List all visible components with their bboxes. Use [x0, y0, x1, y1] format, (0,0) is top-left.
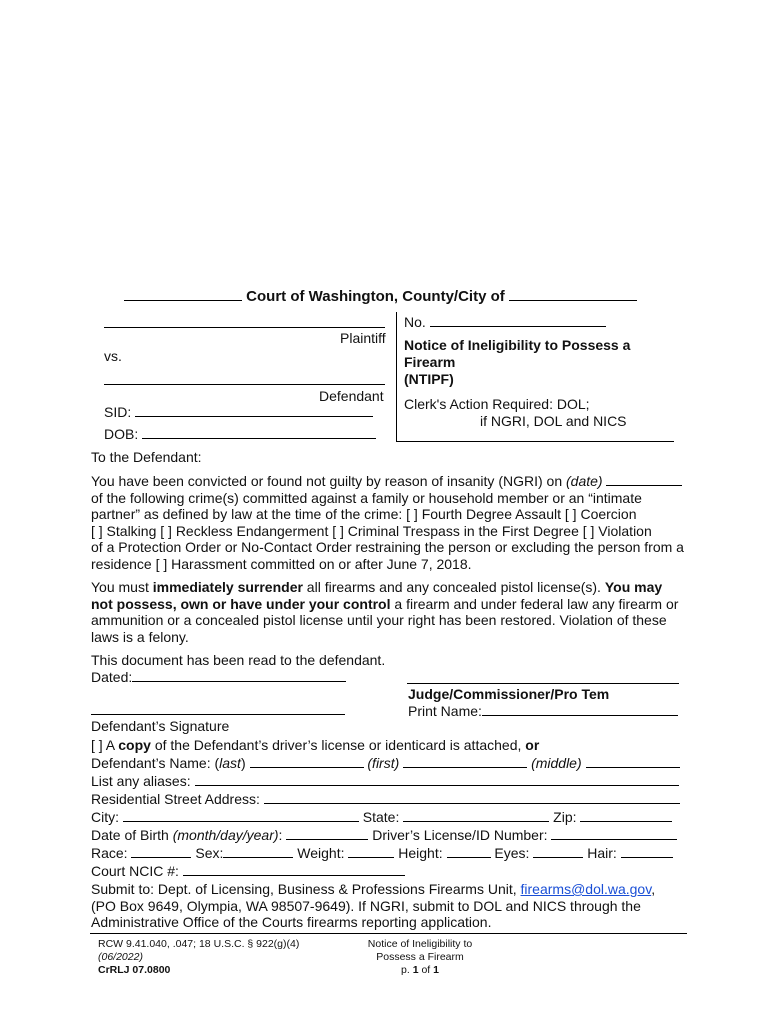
- court-blank-left[interactable]: [124, 300, 242, 301]
- submit-instructions: Submit to: Dept. of Licensing, Business & Professions Firearms Unit, firearms@dol.wa.gov, (PO Box 9649, Olympia, WA 98507-9649). If NGRI, submit to DOL and NICS through the Administrative Office of the Courts firearms reporting application.: [91, 881, 656, 931]
- plaintiff-line[interactable]: [104, 327, 385, 328]
- footer-date: (06/2022): [98, 951, 143, 963]
- aliases-line: List any aliases:: [91, 773, 691, 790]
- doc-title-line1: Notice of Ineligibility to Possess a: [404, 337, 631, 353]
- middle-name-input[interactable]: [586, 767, 680, 768]
- footer-rule: [90, 933, 687, 934]
- plaintiff-label: Plaintiff: [340, 330, 386, 346]
- caption-bottom-rule: [396, 441, 674, 442]
- clerk-line1: Clerk's Action Required: DOL;: [404, 396, 590, 412]
- case-number-input[interactable]: [430, 326, 606, 327]
- license-number-input[interactable]: [551, 839, 677, 840]
- read-statement: This document has been read to the defendant.: [91, 652, 386, 668]
- defendant-signature-line[interactable]: [91, 714, 345, 715]
- last-name-input[interactable]: [250, 767, 364, 768]
- aliases-input[interactable]: [195, 785, 679, 786]
- hair-input[interactable]: [621, 857, 673, 858]
- address-input[interactable]: [264, 803, 680, 804]
- footer-center: [330, 938, 510, 977]
- print-name-field: [408, 703, 678, 719]
- zip-input[interactable]: [580, 821, 672, 822]
- ncic-line: Court NCIC #:: [91, 863, 691, 880]
- sid-field: [104, 404, 373, 420]
- sex-input[interactable]: [223, 857, 293, 858]
- defendant-line[interactable]: [104, 384, 385, 385]
- to-defendant: To the Defendant:: [91, 449, 202, 465]
- court-title: Court of Washington, County/City of: [246, 288, 505, 305]
- clerk-action: [404, 396, 627, 430]
- first-name-input[interactable]: [403, 767, 527, 768]
- court-header: [124, 288, 637, 305]
- ncic-input[interactable]: [183, 875, 405, 876]
- court-blank-right[interactable]: [509, 300, 637, 301]
- document-title: [404, 337, 630, 388]
- dob-input[interactable]: [142, 438, 376, 439]
- city-input[interactable]: [123, 821, 359, 822]
- dated-input[interactable]: [132, 681, 346, 682]
- defendant-signature-label: Defendant’s Signature: [91, 718, 230, 734]
- defendant-name-line: Defendant’s Name: (last) (first) (middle): [91, 755, 691, 772]
- dob-label: DOB:: [104, 426, 139, 442]
- conviction-date-input[interactable]: [606, 485, 682, 486]
- eyes-input[interactable]: [533, 857, 583, 858]
- print-name-input[interactable]: [482, 715, 678, 716]
- paragraph-surrender: You must immediately surrender all firearms and any concealed pistol license(s). You may not possess, own or have under your control a firearm and under federal law any firearm or ammunition or a concealed pistol license until your right has been restored. Violation of these laws is a felony.: [91, 579, 679, 645]
- race-input[interactable]: [131, 857, 191, 858]
- dated-label: Dated:: [91, 669, 133, 685]
- footer-page: p. 1 of 1: [401, 964, 439, 976]
- vs-label: vs.: [104, 348, 122, 364]
- state-input[interactable]: [403, 821, 549, 822]
- judge-label: Judge/Commissioner/Pro Tem: [408, 686, 610, 702]
- sid-label: SID:: [104, 404, 132, 420]
- clerk-line2: if NGRI, DOL and NICS: [480, 413, 627, 429]
- footer-title-line1: Notice of Ineligibility to: [367, 938, 473, 950]
- address-line: Residential Street Address:: [91, 791, 691, 808]
- case-number-label: No.: [404, 314, 426, 330]
- weight-input[interactable]: [348, 857, 394, 858]
- birth-date-input[interactable]: [286, 839, 368, 840]
- caption-divider: [396, 312, 397, 442]
- case-number-field: [404, 314, 606, 330]
- date-hint: (date): [566, 473, 603, 489]
- doc-title-line2: Firearm: [404, 354, 456, 370]
- height-input[interactable]: [447, 857, 491, 858]
- defendant-label: Defendant: [319, 388, 384, 404]
- email-link[interactable]: firearms@dol.wa.gov: [520, 881, 652, 897]
- dated-field: [91, 669, 346, 685]
- sid-input[interactable]: [135, 416, 373, 417]
- footer-left: [98, 938, 299, 977]
- footer-form-number: CrRLJ 07.0800: [98, 964, 171, 976]
- doc-title-line3: (NTIPF): [404, 371, 454, 387]
- paragraph-conviction: You have been convicted or found not guilty by reason of insanity (NGRI) on (date) of the following crime(s) committed against a family or household member or an “intimate partner” as defined by law at the time of the crime: [ ] Fourth Degree Assault [ ] Coercion [ ] Stalking [ ] Reckless Endangerment [ ] Criminal Trespass in the First Degree [ ] Violation of a Protection Order or No-Contact Order restraining the person or excluding the person from a residence [ ] Harassment committed on or after June 7, 2018.: [91, 473, 684, 572]
- footer-title-line2: Possess a Firearm: [376, 951, 464, 963]
- print-name-label: Print Name:: [408, 703, 482, 719]
- footer-rcw: RCW 9.41.040, .047; 18 U.S.C. § 922(g)(4): [98, 938, 300, 950]
- judge-signature-line[interactable]: [407, 683, 679, 684]
- city-state-zip-line: City: State: Zip:: [91, 809, 691, 826]
- copy-checkbox-line[interactable]: [ ] A copy of the Defendant’s driver’s license or identicard is attached, or: [91, 737, 540, 753]
- dob-field: [104, 426, 376, 442]
- physical-description-line: Race: Sex: Weight: Height: Eyes: Hair:: [91, 845, 691, 862]
- dob-license-line: Date of Birth (month/day/year): Driver’s License/ID Number:: [91, 827, 691, 844]
